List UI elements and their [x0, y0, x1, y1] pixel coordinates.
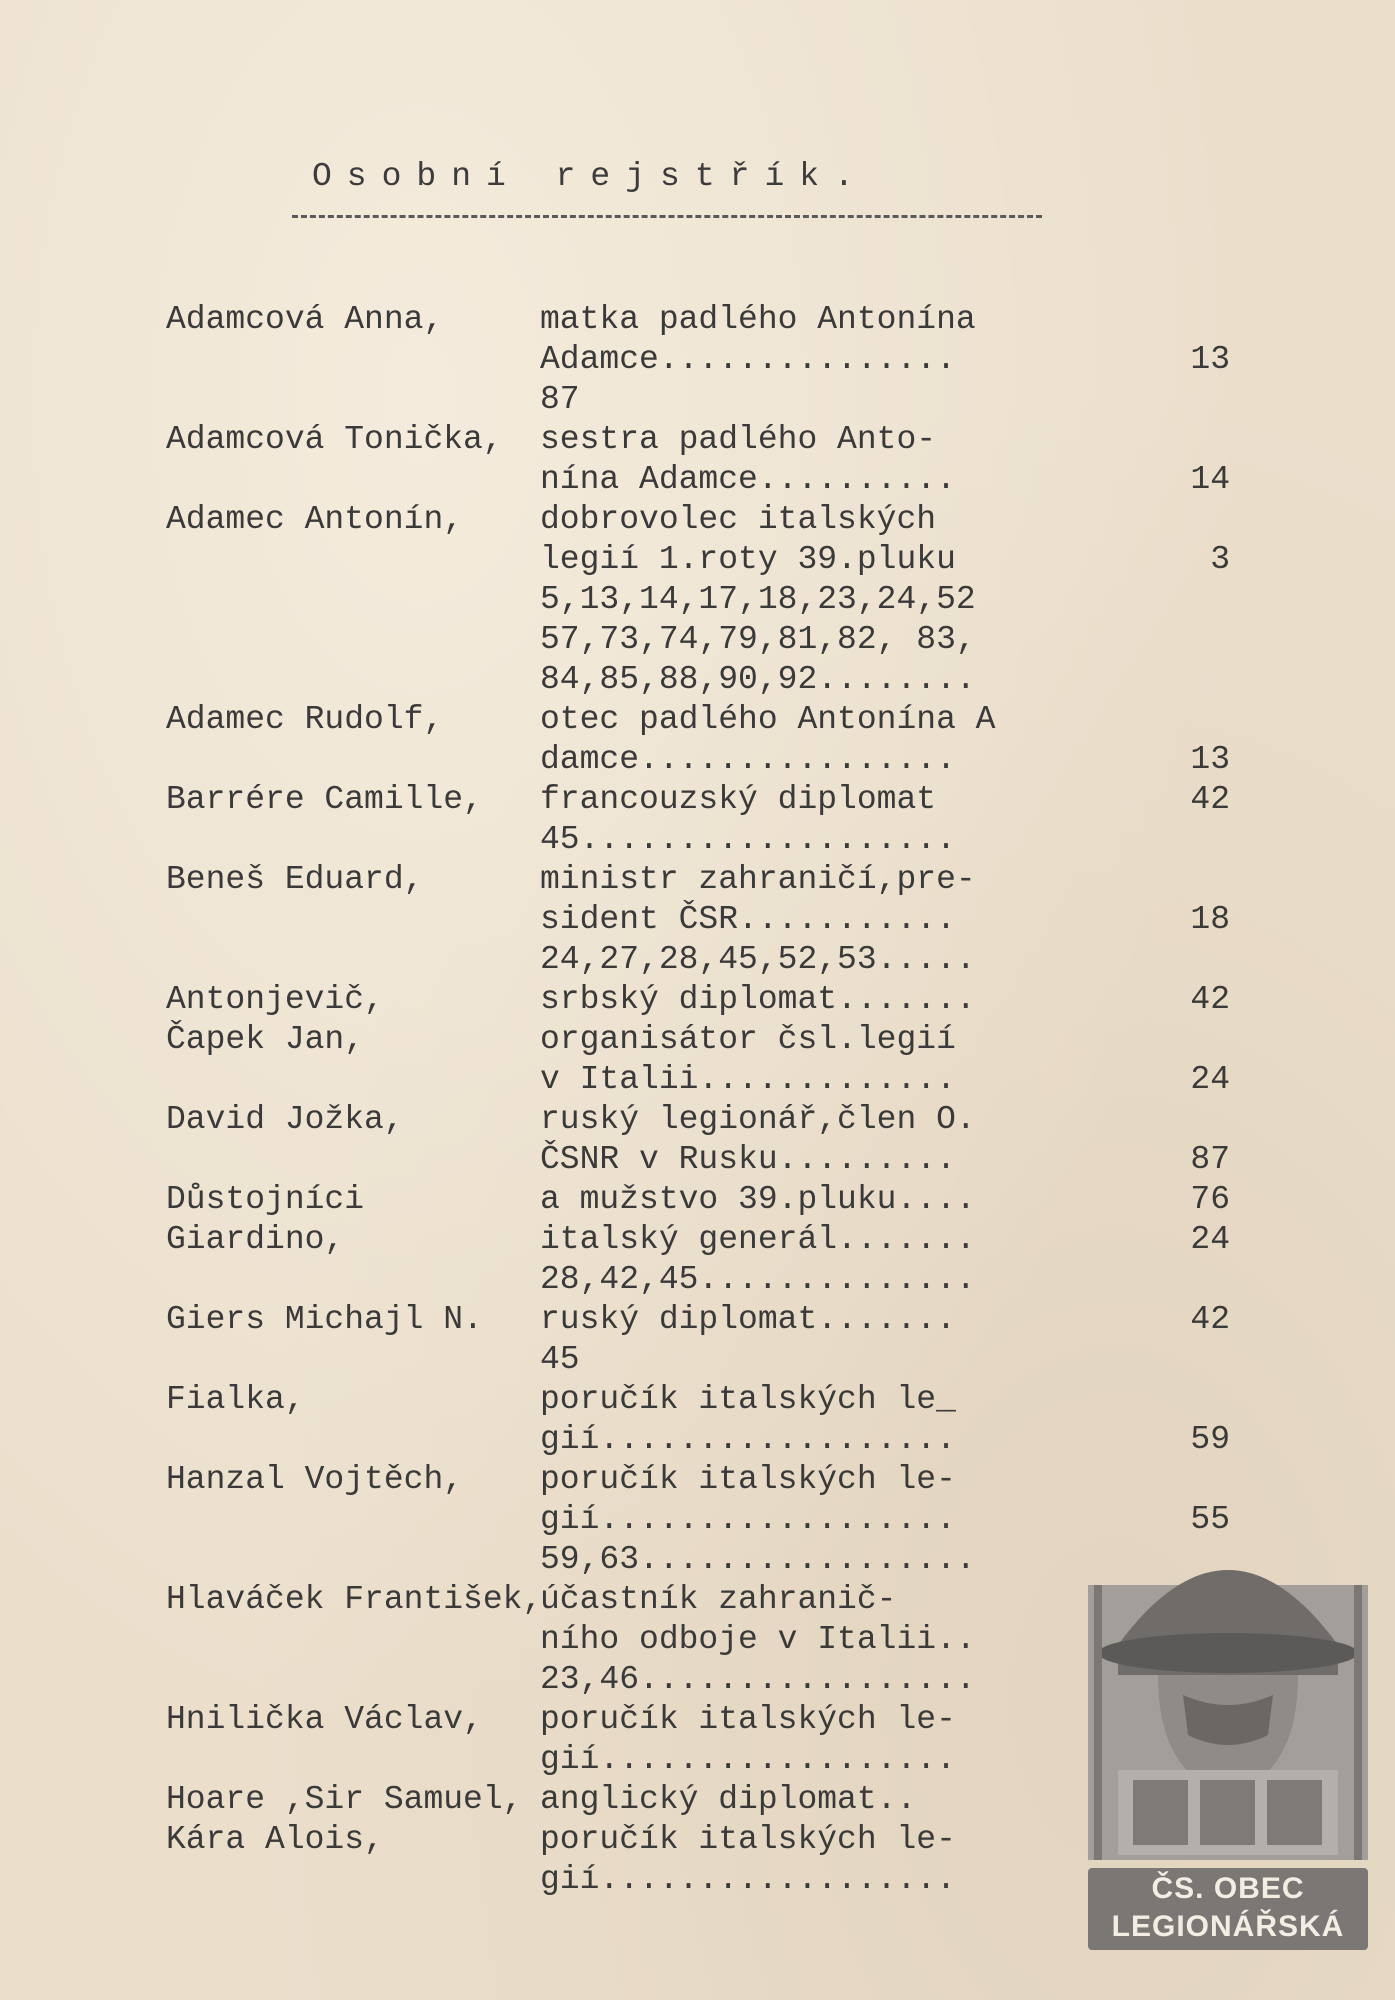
entry-name: Čapek Jan,	[166, 1021, 365, 1058]
entry-name: Giardino,	[166, 1221, 345, 1258]
entry-name: Kára Alois,	[166, 1821, 384, 1858]
entry-description: Adamce...............	[540, 341, 956, 378]
entry-page-number: 42	[1190, 981, 1230, 1018]
entry-description: 59,63.................	[540, 1541, 976, 1578]
entry-name: David Jožka,	[166, 1101, 404, 1138]
entry-description: sestra padlého Anto-	[540, 421, 937, 458]
entry-page-number: 3	[1210, 541, 1230, 578]
entry-page-number: 76	[1190, 1181, 1230, 1218]
entry-description: poručík italských le_	[540, 1381, 956, 1418]
index-entry-line	[166, 780, 1266, 820]
index-entry-line	[166, 580, 1266, 620]
entry-description: legií 1.roty 39.pluku	[540, 541, 956, 578]
index-entry-line	[166, 380, 1266, 420]
entry-name: Adamec Antonín,	[166, 501, 464, 538]
entry-name: Beneš Eduard,	[166, 861, 424, 898]
entry-description: organisátor čsl.legií	[540, 1021, 956, 1058]
entry-description: 87	[540, 381, 580, 418]
index-entry-line	[166, 420, 1266, 460]
stamp-text-line2: LEGIONÁŘSKÁ	[1111, 1910, 1345, 1943]
entry-name: Adamec Rudolf,	[166, 701, 444, 738]
index-entry-line	[166, 860, 1266, 900]
index-entry-line	[166, 460, 1266, 500]
entry-page-number: 59	[1190, 1421, 1230, 1458]
index-entry-line	[166, 500, 1266, 540]
index-entry-line	[166, 980, 1266, 1020]
entry-name: Adamcová Tonička,	[166, 421, 503, 458]
entry-description: účastník zahranič-	[540, 1581, 897, 1618]
entry-description: matka padlého Antonína	[540, 301, 976, 338]
entry-description: anglický diplomat..	[540, 1781, 917, 1818]
entry-name: Barrére Camille,	[166, 781, 483, 818]
stamp-band	[1088, 1868, 1368, 1950]
entry-page-number: 24	[1190, 1061, 1230, 1098]
entry-description: ruský legionář,člen O.	[540, 1101, 976, 1138]
index-entry-line	[166, 1220, 1266, 1260]
index-entry-line	[166, 1180, 1266, 1220]
entry-description: 84,85,88,90,92........	[540, 661, 976, 698]
entry-name: Fialka,	[166, 1381, 305, 1418]
entry-description: gií..................	[540, 1501, 956, 1538]
entry-description: gií..................	[540, 1861, 956, 1898]
entry-description: nína Adamce..........	[540, 461, 956, 498]
index-entry-line	[166, 1460, 1266, 1500]
index-entry-line	[166, 340, 1266, 380]
entry-page-number: 24	[1190, 1221, 1230, 1258]
index-entry-line	[166, 1260, 1266, 1300]
entry-name: Giers Michajl N.	[166, 1301, 483, 1338]
entry-description: gií..................	[540, 1421, 956, 1458]
index-entry-line	[166, 1060, 1266, 1100]
entry-description: 5,13,14,17,18,23,24,52	[540, 581, 976, 618]
entry-page-number: 18	[1190, 901, 1230, 938]
entry-name: Hanzal Vojtěch,	[166, 1461, 464, 1498]
entry-page-number: 55	[1190, 1501, 1230, 1538]
index-entry-line	[166, 300, 1266, 340]
entry-name: Antonjevič,	[166, 981, 384, 1018]
stamp-text-line1: ČS. OBEC	[1151, 1872, 1305, 1905]
entry-description: damce................	[540, 741, 956, 778]
entry-description: dobrovolec italských	[540, 501, 937, 538]
index-entry-line	[166, 820, 1266, 860]
entry-description: ního odboje v Italii..	[540, 1621, 976, 1658]
entry-description: 23,46.................	[540, 1661, 976, 1698]
index-entry-line	[166, 1380, 1266, 1420]
entry-description: sident ČSR...........	[540, 901, 956, 938]
entry-description: srbský diplomat.......	[540, 981, 976, 1018]
index-entry-line	[166, 1100, 1266, 1140]
entry-page-number: 13	[1190, 341, 1230, 378]
entry-description: 28,42,45..............	[540, 1261, 976, 1298]
entry-page-number: 13	[1190, 741, 1230, 778]
entry-description: a mužstvo 39.pluku....	[540, 1181, 976, 1218]
index-entry-line	[166, 740, 1266, 780]
entry-description: 45	[540, 1341, 580, 1378]
entry-name: Adamcová Anna,	[166, 301, 444, 338]
index-entry-line	[166, 1420, 1266, 1460]
index-entry-line	[166, 660, 1266, 700]
title-underline	[292, 215, 1042, 218]
entry-name: Hoare ,Sir Samuel,	[166, 1781, 523, 1818]
entry-name: Hlaváček František,	[166, 1581, 543, 1618]
entry-description: ruský diplomat.......	[540, 1301, 956, 1338]
entry-description: otec padlého Antonína A	[540, 701, 996, 738]
entry-description: gií..................	[540, 1741, 956, 1778]
index-entry-line	[166, 900, 1266, 940]
entry-description: poručík italských le-	[540, 1461, 956, 1498]
index-entry-line	[166, 1340, 1266, 1380]
entry-description: 45...................	[540, 821, 956, 858]
entry-page-number: 87	[1190, 1141, 1230, 1178]
entry-page-number: 14	[1190, 461, 1230, 498]
index-entry-line	[166, 1140, 1266, 1180]
index-entry-line	[166, 620, 1266, 660]
entry-description: 57,73,74,79,81,82, 83,	[540, 621, 976, 658]
entry-description: poručík italských le-	[540, 1821, 956, 1858]
entry-description: 24,27,28,45,52,53.....	[540, 941, 976, 978]
entry-description: italský generál.......	[540, 1221, 976, 1258]
entry-page-number: 42	[1190, 781, 1230, 818]
index-entry-line	[166, 540, 1266, 580]
entry-name: Hnilička Václav,	[166, 1701, 483, 1738]
entry-description: poručík italských le-	[540, 1701, 956, 1738]
entry-page-number: 42	[1190, 1301, 1230, 1338]
entry-description: ČSNR v Rusku.........	[540, 1141, 956, 1178]
legion-logo-icon	[1088, 1525, 1368, 1860]
entry-description: v Italii.............	[540, 1061, 956, 1098]
entry-name: Důstojníci	[166, 1181, 365, 1218]
index-entry-line	[166, 940, 1266, 980]
entry-description: ministr zahraničí,pre-	[540, 861, 976, 898]
index-entry-line	[166, 1300, 1266, 1340]
index-entry-line	[166, 1020, 1266, 1060]
entry-description: francouzský diplomat	[540, 781, 937, 818]
index-entry-line	[166, 700, 1266, 740]
page-title: Osobní rejstřík.	[312, 158, 869, 195]
